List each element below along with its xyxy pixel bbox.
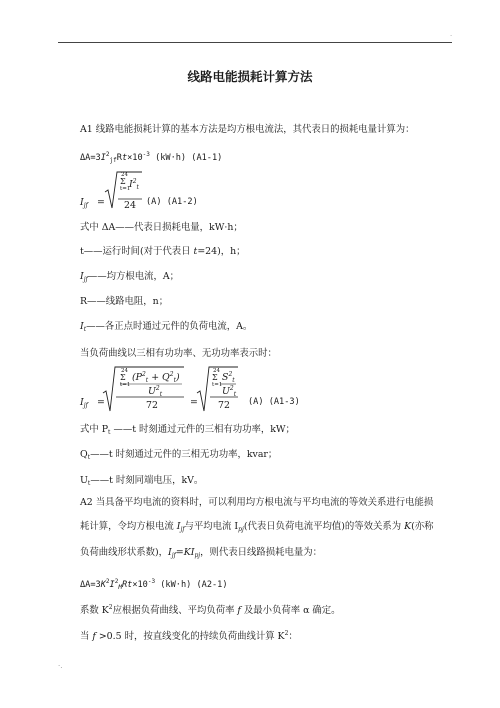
equation-a1-2-equals: = xyxy=(97,197,105,208)
equation-a1-3-f2-sum-top: 24 xyxy=(213,368,220,374)
definition-ijf: $I_{jf}——$均方根电流，A； xyxy=(80,271,179,283)
definition-it: $I_t——$各正点时通过元件的负荷电流，A。 xyxy=(80,321,253,333)
paragraph-a2: A2 当具备平均电流的资料时，可以利用均方根电流与平均电流的等效关系进行电能损耗计算，令均方根电流 $I_{jf}$与平均电流 $I_{pj}$(代表日负荷电流平均值)的等效关系为 K(亦称负荷曲线形状系数)，$I_{jf}=KI_{pj}$，则代表日线路损耗电量为： xyxy=(80,497,434,559)
equation-a1-3-equals-2: = xyxy=(190,397,198,408)
equation-a1-2-sum-top: 24 xyxy=(121,172,128,178)
equation-a1-2-denominator: 24 xyxy=(124,200,136,211)
equation-a1-3-f2-denominator: $U^2_t$ xyxy=(222,385,237,398)
equation-a1-3-tag: (A) (A1-3) xyxy=(248,397,300,407)
equation-a1-3-f1-sum-top: 24 xyxy=(121,368,128,374)
header-mark: · xyxy=(450,33,452,40)
equation-a1-2-tag: (A) (A1-2) xyxy=(146,197,198,207)
definition-t: t——运行时间(对于代表日 t=24)，h； xyxy=(80,246,246,257)
paragraph-f-greater: 当 f >0.5 时，按直线变化的持续负荷曲线计算 $K^2$： xyxy=(80,630,298,642)
equation-a1-3-f2-sum-bot: t=1 xyxy=(212,382,223,388)
equation-a1-1: $\Delta A=3I^2_{jf}Rt\times 10^{-3}$ (kW·h) (A1-1) xyxy=(80,151,223,164)
paragraph-a1: A1 线路电能损耗计算的基本方法是均方根电流法，其代表日的损耗电量计算为： xyxy=(80,124,415,135)
paragraph-three-phase: 当负荷曲线以三相有功功率、无功功率表示时： xyxy=(80,348,277,359)
equation-a1-3-f2-numerator: $S^2_t$ xyxy=(222,371,235,384)
definition-qt: $Q_t——t$ 时刻通过元件的三相无功功率，kvar； xyxy=(80,449,278,461)
definition-delta-a: 式中 ΔA——代表日损耗电量，kW·h； xyxy=(80,222,243,233)
equation-a1-2-sigma: Σ xyxy=(120,177,126,186)
equation-a1-2-sum-bot: t=1 xyxy=(120,186,131,192)
equation-a2-1: $\Delta A=3K^2I^2_MRt\times 10^{-3}$ (kW·h) (A2-1) xyxy=(80,578,228,591)
equation-a1-3-f1-sigma: Σ xyxy=(120,373,126,382)
document-title: 线路电能损耗计算方法 xyxy=(187,69,313,84)
equation-a1-3-f2-sigma: Σ xyxy=(212,373,218,382)
equation-a1-3-f1-sum-bot: t=1 xyxy=(120,382,131,388)
equation-a1-3-f1-denominator: $U^2_t$ xyxy=(148,385,163,398)
header-rule xyxy=(58,42,452,43)
equation-a1-2-lhs: $I_{jf}$ xyxy=(80,197,88,209)
definition-ut: $U_t——t$ 时刻同端电压，kV。 xyxy=(80,475,204,487)
definition-r: R——线路电阻，n； xyxy=(80,296,169,307)
equation-a1-3-equals: = xyxy=(97,397,105,408)
paragraph-k2: 系数 $K^2$应根据负荷曲线、平均负荷率 f 及最小负荷率 α 确定。 xyxy=(80,604,341,616)
equation-a1-2-term: $I^2_t$ xyxy=(129,178,139,191)
equation-a1-3-f2-outer-den: 72 xyxy=(218,400,230,411)
equation-a1-3-f1-outer-den: 72 xyxy=(146,400,158,411)
equation-a1-3-f1-numerator: $(P^2_t + Q^2_t)$ xyxy=(132,371,180,384)
equation-a1-3-lhs: $I_{jf}$ xyxy=(80,397,88,409)
definition-pt: 式中 $P_t$ ——t 时刻通过元件的三相有功功率，kW； xyxy=(80,424,295,436)
footer-mark: ·. xyxy=(58,662,63,670)
